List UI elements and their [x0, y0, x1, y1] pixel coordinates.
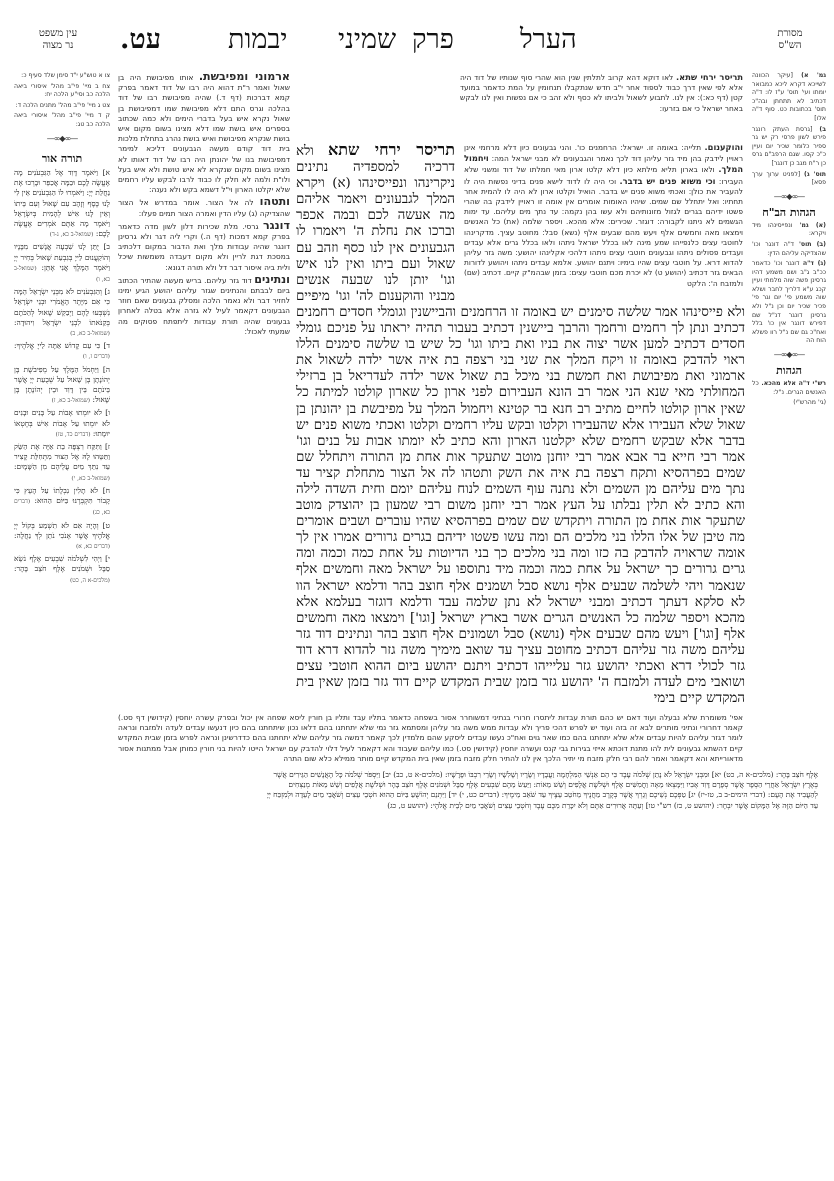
- rashi-dibur-hamatchil: והוקענום.: [704, 142, 743, 152]
- hagahot-entry-text: ד"ה דונגר וכו' שהצדיקה עליהם הדין:: [752, 240, 826, 257]
- torah-or-entry: [14, 486, 110, 519]
- tosafot-text: דוד גזר עליהם. בריש מעשה שהתיר הכתוב ביום לבבתם והנתינים שגזר עליהם יהושע הגיע ימינו לחזיר דבר ולא נאמר הלכה ומסלק גבעונים שאם חוזר הגבעונים דקאמר לעיל לא גזרה אלא בטלה לאחרון גבעונים שהיה תורת עבודות ליתפתח פסוקים מה שמעתי לאכול:: [118, 275, 290, 336]
- torah-or-entry: [14, 365, 110, 407]
- rashi-top: [460, 72, 743, 114]
- ornament-divider-icon: —∞◆∞—: [46, 133, 78, 143]
- hagahot-entry-text: ונפייסינהו מיד ויקרא:: [752, 221, 826, 238]
- hagahot-habach: [752, 206, 826, 346]
- right-margin: [752, 72, 826, 410]
- rashi-dibur-hamatchil: ויחמול המלך.: [464, 153, 743, 175]
- verse-reference: (שמואל-ב כא, ו): [14, 265, 110, 284]
- masoret-entry-lead: גמ' א): [801, 72, 827, 79]
- gemara: [296, 142, 745, 707]
- verse-text: ה] וַיַּחְמֹל הַמֶּלֶךְ עַל מְפִיבֹשֶׁת בֶּן יְהוֹנָתָן בֶּן שָׁאוּל עַל שְׁבֻעַת יְיָ אֲשֶׁר בֵּינֹתָם בֵּין דָּוִד וּבֵין יְהוֹנָתָן בֶּן שָׁאוּל:: [14, 364, 110, 405]
- hagahot-entry: [752, 241, 826, 258]
- tosafot-text-continued: אפי' משומרת שלא נבעלה ועוד דאם יש כהם תורת עבדות ליתסרו חרורי בנתיני דמשוחרר אסור בשפחה כדאמר בתליו עבד ותליו בן חורין ליסא שפחה אין יכול ובפרק עשרה יוחסין (קידושין דף סט.) קאמר דחרורי ונתיני מותרים לבא זה בזה ועוד יש לפרש דהכי פריך ולא עבדות ממש משה גזר עליהן ומסתמא גזר נמי שלא יתחתנו בהם דלאו נכון שיתחתנו בהם כיון דנעשו עבדים לעדה ולמזבח ונראה לומר דגזר עליהם להיות עבדים אלא שלא יתחתנו בהם כמו שאר גוים ואח"כ נעשו עבדים ליסקע שהם מלמדין לכך קאמר דמשה גזר עליהם שלא יתחתנו בהם כדדרשינן ונראה לפרש בזמן שבית המקדש קיים דהשתא גבעונים לית להו מתנת דוכתא אייזי בגירות גבי קנס ועשרה יוחסין (קידושין סט.) כמו עליהם שעבוד והא דקאמר לעיל דלוי להדבק עם ישראל הייטו להיות בני חורין כמותן אבל ממתנות אסור מדאורייתא והא דקאמר ואמר להם רבי חלק מזבח מי יתיר הלכך אין לנו להתיר חלק מזבח בזמן שאין בית המקדש קיים מותר ממילא כלא שום התרה: [118, 713, 743, 763]
- ein-mishpat-entry: צט ג מיי' פי"ב מהל' מתנים הלכה ד:: [15, 101, 110, 109]
- masoret-title-line1: מסורת: [777, 28, 803, 39]
- tosafot-column: [118, 72, 290, 339]
- folio-number: עט.: [120, 24, 161, 55]
- verse-reference: (דברים כא, א): [75, 543, 110, 550]
- ein-mishpat: [14, 72, 110, 148]
- rashi-paragraph: [460, 73, 743, 113]
- verse-reference: (שמואל-ב כא, י): [71, 475, 110, 482]
- torah-or-bottom: [118, 770, 818, 811]
- hagahot-hagra-note: (גי' מהרש"י): [793, 399, 826, 407]
- hagahot-entry: [752, 222, 826, 239]
- rashi-dibur-hamatchil: תריסר ירחי שתא.: [676, 72, 743, 82]
- rashi-text: לאו דוקא דהא קרוב לתלתין שנין הוא שהרי סוף שנותיו של דוד היה אלא לפי שאין דרך כבוד לספוד אחר י"ב חדש שנתקבלו תנחומין על המת כדאמר במועד קטן (דף כא:): אין לנו. לתבוע לשאול ולביתו לא כסף ולא זהב כי אם נפשות ואין לנו לבקש באחר ישראל כי אם בזרעו:: [460, 73, 743, 113]
- gemara-text: ולא דרכיה למספדיה נתינים ניקרינהו ונפייסינהו (א) ויקרא המלך לגבעונים ויאמר אליהם מה אעשה לכם ובמה אכפר וברכו את נחלת ה' ויאמרו לו הגבעונים אין לנו כסף וזהב עם שאול ועם ביתו ואין לנו איש וגו' יותן לנו שבעה אנשים מבניו והוקענום לה' וגו' מיפיים ולא פייסינהו אמר שלשה סימנים יש באומה זו הרחמנים והביישנין וגומלי חסדים רחמנים דכתיב ונתן לך רחמים ורחמך והרבך ביישנין דכתיב בעבור תהיה יראתו על פניכם גומלי חסדים דכתיב למען אשר יצוה את בניו ואת ביתו וגו' כל שיש בו שלשה סימנים הללו ראוי להדבק באומה זו ויקח המלך את שני בני רצפה בת איה אשר ילדה לשאול את ארמוני ואת מפיבושת ואת חמשת בני מיכל בת שאול אשר ילדה לעדריאל בן ברזילי המחולתי מאי שנא הני אמר רב הונא העבירום לפני ארון כל שארון קולטו למיתה כל שאין ארון קולטו לחיים מתיב רב חנא בר קטינא ויחמול המלך על מפיבשת בן יהונתן בן שאול שלא העבירו אלא שהעבירו וקלטו ובקש עליו רחמים וקלטו ואכתי משוא פנים יש בדבר אלא שבקש רחמים שלא יקלטנו הארון והא כתיב לא יומתו אבות על בנים וגו' אמר רבי חייא בר אבא אמר רבי יוחנן מוטב שתעקר אות אחת מן התורה ויתחלל שם שמים בפרהסיא ותקח רצפה בת איה את השק ותטהו לה אל הצור מתחלת קציר עד נתך מים עליהם מן השמים ולא נתנה עוף השמים לנוח עליהם יומם וחית השדה לילה והא כתיב לא תלין נבלתו על העץ אמר רבי יוחנן משום רבי שמעון בן יהוצדק מוטב שתעקר אות אחת מן התורה ויתקדש שם שמים בפרהסיא שהיו עוברים ושבים אומרים מה טיבן של אלו הללו בני מלכים הם ומה עשו פשטו ידיהם בגרים גרורים אמרו אין לך אומה שראויה להדבק בה כזו ומה בני מלכים כך בני הדיוטות על אחת כמה וכמה ומה גרים גרורים כך ישראל על אחת כמה וכמה מיד נתוספו על ישראל מאה וחמשים אלף שנאמר ויהי לשלמה שבעים אלף נושא סבל ושמנים אלף חוצב בהר ודלמא ישראל הוו לא סלקא דעתך דכתיב ומבני ישראל לא נתן שלמה עבד ודלמא דוגזר בעלמא אלא מהכא ויספר שלמה כל האנשים הגרים אשר בארץ ישראל [וגו'] וימצאו מאה וחמשים אלף [וגו'] ויעש מהם שבעים אלף (נושא) סבל ושמונים אלף חוצב בהר ונתינים דוד גזר עליהם משה גזר עליהם דכתיב מחוטב עציך עד שואב מימיך משה גזר להדוא דרא דוד גזר לכולי דרא ואכתי יהושע גזר עליייהו דכתיב ויתנם יהושע ביום ההוא חוטבי עצים ושואבי מים לעדה ולמזבח ה' יהושע גזר בזמן שבית המקדש קיים דוד גזר בזמן שאין בית המקדש קיים בימי: [296, 144, 745, 707]
- verse-text: ז] וַתִּקַּח רִצְפָּה בַת אַיָּה אֶת הַשַּׂק וַתַּטֵּהוּ לָהּ אֶל הַצּוּר מִתְּחִלַּת קָצִיר עַד נִתַּךְ מַיִם עֲלֵיהֶם מִן הַשָּׁמָיִם:: [14, 442, 110, 472]
- verse-reference: (שמואל-ב כא, ג-ד): [49, 232, 94, 239]
- torah-or-entry: [14, 168, 110, 240]
- ein-mishpat-entry: צו א טוש"ע י"ד סימן שלד סעיף כ:: [21, 72, 110, 79]
- hagahot-hagra-lead: רש"י ד"ה אלא מהכא.: [761, 380, 826, 388]
- torah-or-title: תורה אור: [41, 152, 83, 165]
- verse-reference: (שמואל-ב כא, ב): [70, 331, 110, 338]
- torah-or-bottom-line: עַד הַיּוֹם הַזֶּה אֶל הַמָּקוֹם אֲשֶׁר יִבְחָר: (יהושע ט, כז) רש"י טו] וְעַתָּה אֲרוּרִים אַתֶּם וְלֹא יִכָּרֵת מִכֶּם עֶבֶד וְחֹטְבֵי עֵצִים וְשֹׁאֲבֵי מַיִם לְבֵית אֱלֹהָי: (יהושע ט, כג): [387, 800, 818, 810]
- ein-mishpat-title: [22, 28, 94, 52]
- masoret-entry-text: [לפניט ערוך ערך פסא]: [752, 170, 826, 187]
- torah-or-entry: [14, 442, 110, 484]
- tractate-name: יבמות: [228, 24, 288, 55]
- tosafot-text: גרסי. מלת שכירות דלון לשון מדה כדאמר בפרק קמא דמכות (דף ה.) וקרי ליה דגר ולא גרסינן דונגר שהיה עבודות מלך ואת הדבור במקום דלכתיב במסכת דגת לריין ולא מקום דעבדה משמשות שיכל ולית ביה איסור דבר דל ולא תורה דגונא:: [118, 221, 290, 272]
- tosafot-paragraph: [118, 72, 290, 195]
- hagahot-hagra-title: הגהות: [776, 364, 802, 378]
- hagahot-entry: [752, 260, 826, 346]
- hagahot-hagra-entry: [752, 399, 826, 408]
- chapter-label: פרק: [412, 24, 454, 55]
- hagahot-hagra-entry: [752, 380, 826, 397]
- tosafot-dibur-hamatchil: ונתינים: [254, 272, 290, 286]
- tosafot-dibur-hamatchil: דונגר: [263, 218, 290, 232]
- hagahot-entry-text: דונגר וכו' כדאמר ככ"ב ג"ב ושם משמע דהיו גרסינן פשה שוה מלמתי ועיין קכג ע"א דלריך לחבר ושלא שוה משמע פי' יום וגר פי' פכיר שכיר יום וכן נ"ל ולא גרסינן דונגר דנ"ל שם דפירש דונגר אין כו' בלל ואח"כ גם שם נ"ל רוו פשלא הוח הה: [752, 260, 826, 345]
- masoret-entry-text: [עיקר הכוונה לשייכא דקרא ליכא כמבואר יומתו ועי' תוס' ע"ז לו: ד"ה דכתיב לא תתחתן ובה"כ תוס' בכתובות כט. סוף ד"ה אלו]: [752, 72, 826, 122]
- tosafot-text: אותו מפיבושת היה בן שאול ואמר ר"ת דהוא היה רבו של דוד דאמר בפרק קמא דברכות (דף ד.) שהיה מפיבושת רבו של דוד בהלכה וגרס התם דלא מפיבושת שמו דמפיבושת בן שאול נקרא איש בעל בדברי הימים ולא כמה שכתוב בספרים איש בושת שמו דלא מצינו בשום מקום איש בושת שנקרא מפיבושת ואיש בושת נהרג בתחלת מלכות בית דוד קודם מעשה הגבעונים דליכא למימר דמפיבושת בנו של יהונתן היה רבו של דוד דאותו לא מצינו בשום מקום שנקרא לא איש טושת ולא איש בעל ולו"ת ולמה לא חלק לו כבוד לרבו לבקש עליו רחמים שלא יקלטו הארון וי"ל דשמא בקש ולא נענה:: [118, 73, 290, 195]
- verse-text: ב] יֻתַּן לָנוּ שִׁבְעָה אֲנָשִׁים מִבָּנָיו וְהוֹקַעֲנוּם לַייָ בְּגִבְעַת שָׁאוּל בְּחִיר יְיָ וַיֹּאמֶר הַמֶּלֶךְ אֲנִי אֶתֵּן:: [14, 242, 110, 272]
- tosafot-paragraph: [118, 197, 290, 218]
- hagahot-entry-lead: (ב) תוס': [799, 240, 826, 248]
- tosafot-dibur-hamatchil: ארמוני ומפיבשת.: [198, 70, 291, 83]
- verse-reference: (דברים ז, ו): [82, 354, 110, 361]
- hagahot-habach-title: הגהות הב"ח: [762, 205, 816, 219]
- chapter-title: הערל: [520, 24, 577, 55]
- masoret-hashas-title: [760, 28, 820, 52]
- tosafot-paragraph: [118, 218, 290, 273]
- masoret-entry-lead: ב): [819, 125, 827, 133]
- rashi-dibur-hamatchil: וכי משוא פנים יש בדבר.: [619, 175, 716, 186]
- torah-or: [14, 150, 110, 588]
- masoret-entry-lead: תוס' ג): [804, 170, 827, 178]
- hagahot-hagra: [752, 364, 826, 408]
- torah-or-bottom-line: לְהַעֲבִיד אֶת הָעָם: (דברי הימים-ב ב, טז-יז) יג] טַפְּכֶם נְשֵׁיכֶם וְגֵרְךָ אֲשֶׁר בְּקֶרֶב מַחֲנֶיךָ מֵחֹטֵב עֵצֶיךָ עַד שֹׁאֵב מֵימֶיךָ: (דברים כט, י) יד] וַיִּתְּנֵם יְהוֹשֻׁעַ בַּיּוֹם הַהוּא חֹטְבֵי עֵצִים וְשֹׁאֲבֵי מַיִם לָעֵדָה וּלְמִזְבַּח יְיָ: [266, 790, 818, 800]
- page-header: [0, 22, 834, 62]
- tosafot-paragraph: [118, 272, 290, 337]
- verse-reference: (מלכים-א ה, כט): [69, 577, 110, 584]
- verse-text: ד] כִּי עַם קָדוֹשׁ אַתָּה לַייָ אֱלֹהֶיךָ:: [14, 341, 110, 351]
- rashi-text: תלייה: באומה זו. ישראל: הרחמנים כו'. והני גבעונים כיון דלא מרחמי אינן ראויין לידבק בהן מיד גזר עליהן דוד לכך נאמר והגבעונים לא מבני ישראל המה:: [464, 143, 743, 164]
- ein-mishpat-title-line1: עין משפט: [38, 28, 78, 39]
- hagahot-entry-lead: (ג) ד"ה: [802, 260, 826, 268]
- rashi-text: ולאו בארון תליא מילתא כיון דלא קלטו ארון מאי חמלתו של דוד ומשני שלא העבירו:: [464, 165, 743, 186]
- verse-reference: (דברים כד, טז): [55, 431, 91, 438]
- rashi-text: וכי היה לו לדוד לישא פנים בדיני נפשות היה לו להעביר את כולן: ואכתי משוא פנים יש בדבר. הואיל וקלטו ארון לא היה לו להמית אחר תחתיו: ואל יתחלל שם שמים. שיהיו האומות אומרים אין אומה זו ראויין לידבק בה שהרי פשטו ידיהם בגרים לגזול מזונותיהם ולא עשו בהן נקמה: עד נתך מים עליהם. עד ימות הגשמים לא ניתנו לקבורה: דוגזר. שכירים: אלא מהכא. ויספר שלמה (את) כל האנשים וימצאו מאה וחמשים אלף ויעש מהם שבעים אלף (נשא) סבל: מחוטב עציך. מדקרינהו לחוטבי עצים כלנפייהו שמע מינה לאו בכלל ישראל ניתהו ולאו בכלל גרים אלא עבדים ועבדים פסולים ניתהו וגבעונים חוטבי עצים ניתהו דלהכי אקלינהו יהושע: משה גזר עליהן להדוא דרא. על חוטבי עצים שהיו בימיו: ויתנם יהושע. אלמא עבדים ניתהו ויהושע לדורות הבאים גזר דכתיב (יהושע ט) לא יכרת מכם חוטבי עצים: בזמן שבהמ"ק קיים. דכתיב (שם) ולמזבח ה': הלקט: [464, 176, 743, 288]
- ein-mishpat-entry: ק ד מיי' פי"ב מהל' איסורי ביאה הלכה כב טג:: [14, 112, 110, 128]
- verse-text: י] וַיְהִי לִשְׁלֹמֹה שִׁבְעִים אֶלֶף נֹשֵׂא סַבָּל וּשְׁמֹנִים אֶלֶף חֹצֵב בָּהָר:: [14, 554, 110, 574]
- tosafot-dibur-hamatchil: ותטהו: [259, 195, 290, 209]
- masoret-hashas: [752, 72, 826, 188]
- masoret-entry: [752, 126, 826, 169]
- verse-reference: (דברים כא, כג): [14, 499, 110, 517]
- verse-text: ו] לֹא יוּמְתוּ אָבוֹת עַל בָּנִים וּבָנִים לֹא יוּמְתוּ עַל אָבוֹת אִישׁ בְּחֶטְאוֹ יוּמָתוּ:: [14, 408, 110, 438]
- ein-mishpat-entry: צח ב מיי' פי"ב מהל' איסורי ביאה הלכה כב וסי"ע הלכה יח:: [14, 82, 110, 99]
- verse-reference: (שמואל-ב כא, ז): [51, 398, 91, 405]
- torah-or-entry: [14, 242, 110, 285]
- verse-text: ט] וְהָיָה אִם לֹא תִשְׁמַע בְּקוֹל יְיָ אֱלֹהֶיךָ אֲשֶׁר אָנֹכִי נֹתֵן לְךָ נַחֲלָה:: [14, 520, 110, 540]
- tosafot-bottom: [118, 713, 743, 764]
- hagahot-hagra-text: כל האנשים הגרים. נ"ל:: [752, 380, 826, 396]
- masoret-entry-text: [גרסת העתק רונגר פירש לשון פרסי רק יש גר ספיר כלומר שכיר יום ועיין כ"כ קסו. שגם הרפב"ם גרס כן ר"ח מגב כן דונגר]: [752, 125, 826, 167]
- torah-or-entry: [14, 287, 110, 339]
- verse-text: א] וַיֹּאמֶר דָּוִד אֶל הַגִּבְעֹנִים מָה אֶעֱשֶׂה לָכֶם וּבַמָּה אֲכַפֵּר וּבָרְכוּ אֶת נַחֲלַת יְיָ: וַיֹּאמְרוּ לוֹ הַגִּבְעֹנִים אֵין לִי לָנוּ כֶּסֶף וְזָהָב עִם שָׁאוּל וְעִם בֵּיתוֹ וְאֵין לָנוּ אִישׁ לְהָמִית בְּיִשְׂרָאֵל וַיֹּאמֶר מָה אַתֶּם אֹמְרִים אֶעֱשֶׂה לָכֶם:: [14, 168, 110, 239]
- masoret-entry: [752, 72, 826, 124]
- torah-or-entry: [14, 408, 110, 440]
- torah-or-entry: [14, 554, 110, 586]
- gemara-lead-words: תריסר ירחי שתא: [328, 140, 455, 159]
- rashi-spacer: [455, 142, 745, 289]
- ein-mishpat-title-line2: נר מצוה: [42, 40, 74, 51]
- tosafot-text: לה אל הצור. אומר במדרש אל הצור שהצדיקה (ג) עליו הדין ואמרה הצור תמים פעלו:: [118, 198, 290, 218]
- verse-text: ח] לֹא תָלִין נִבְלָתוֹ עַל הָעֵץ כִּי קָבוֹר תִּקְבְּרֶנּוּ בַּיּוֹם הַהוּא:: [14, 485, 110, 506]
- ornament-divider-icon: —∞◆∞—: [773, 350, 805, 360]
- hagahot-entry-lead: (א) גמ': [799, 221, 826, 229]
- chapter-name: שמיני: [338, 24, 397, 55]
- masoret-entry: [752, 171, 826, 188]
- torah-or-entry: [14, 341, 110, 362]
- torah-or-bottom-line: בְּאֶרֶץ יִשְׂרָאֵל אַחֲרֵי הַסְּפָר אֲשֶׁר סְפָרָם דָּוִד אָבִיו וַיִּמָּצְאוּ מֵאָה וַחֲמִשִּׁים אֶלֶף וּשְׁלֹשֶׁת אֲלָפִים וְשֵׁשׁ מֵאוֹת: וַיַּעַשׂ מֵהֶם שִׁבְעִים אֶלֶף סַבָּל וּשְׁמֹנִים אֶלֶף חֹצֵב בָּהָר וּשְׁלֹשֶׁת אֲלָפִים וְשֵׁשׁ מֵאוֹת מְנַצְּחִים: [288, 780, 818, 790]
- ornament-divider-icon: —∞◆∞—: [773, 191, 805, 201]
- verse-text: ג] וְהַגִּבְעֹנִים לֹא מִבְּנֵי יִשְׂרָאֵל הֵמָּה כִּי אִם מִיֶּתֶר הָאֱמֹרִי וּבְנֵי יִשְׂרָאֵל נִשְׁבְּעוּ לָהֶם וַיְבַקֵּשׁ שָׁאוּל לְהַכֹּתָם בְּקַנֹּאתוֹ לִבְנֵי יִשְׂרָאֵל וִיהוּדָה:: [14, 287, 110, 327]
- torah-or-bottom-line: אֶלֶף חֹצֵב בָּהָר: (מלכים-א ה, כט) יא] וּמִבְּנֵי יִשְׂרָאֵל לֹא נָתַן שְׁלֹמֹה עָבֶד כִּי הֵם אַנְשֵׁי הַמִּלְחָמָה וַעֲבָדָיו וְשָׂרָיו וְשָׁלִשָׁיו וְשָׂרֵי רִכְבּוֹ וּפָרָשָׁיו: (מלכים-א ט, כב) יב] וַיִּסְפֹּר שְׁלֹמֹה כָּל הָאֲנָשִׁים הַגֵּירִים אֲשֶׁר: [273, 770, 818, 779]
- masoret-title-line2: הש"ס: [778, 40, 802, 51]
- torah-or-entry: [14, 521, 110, 553]
